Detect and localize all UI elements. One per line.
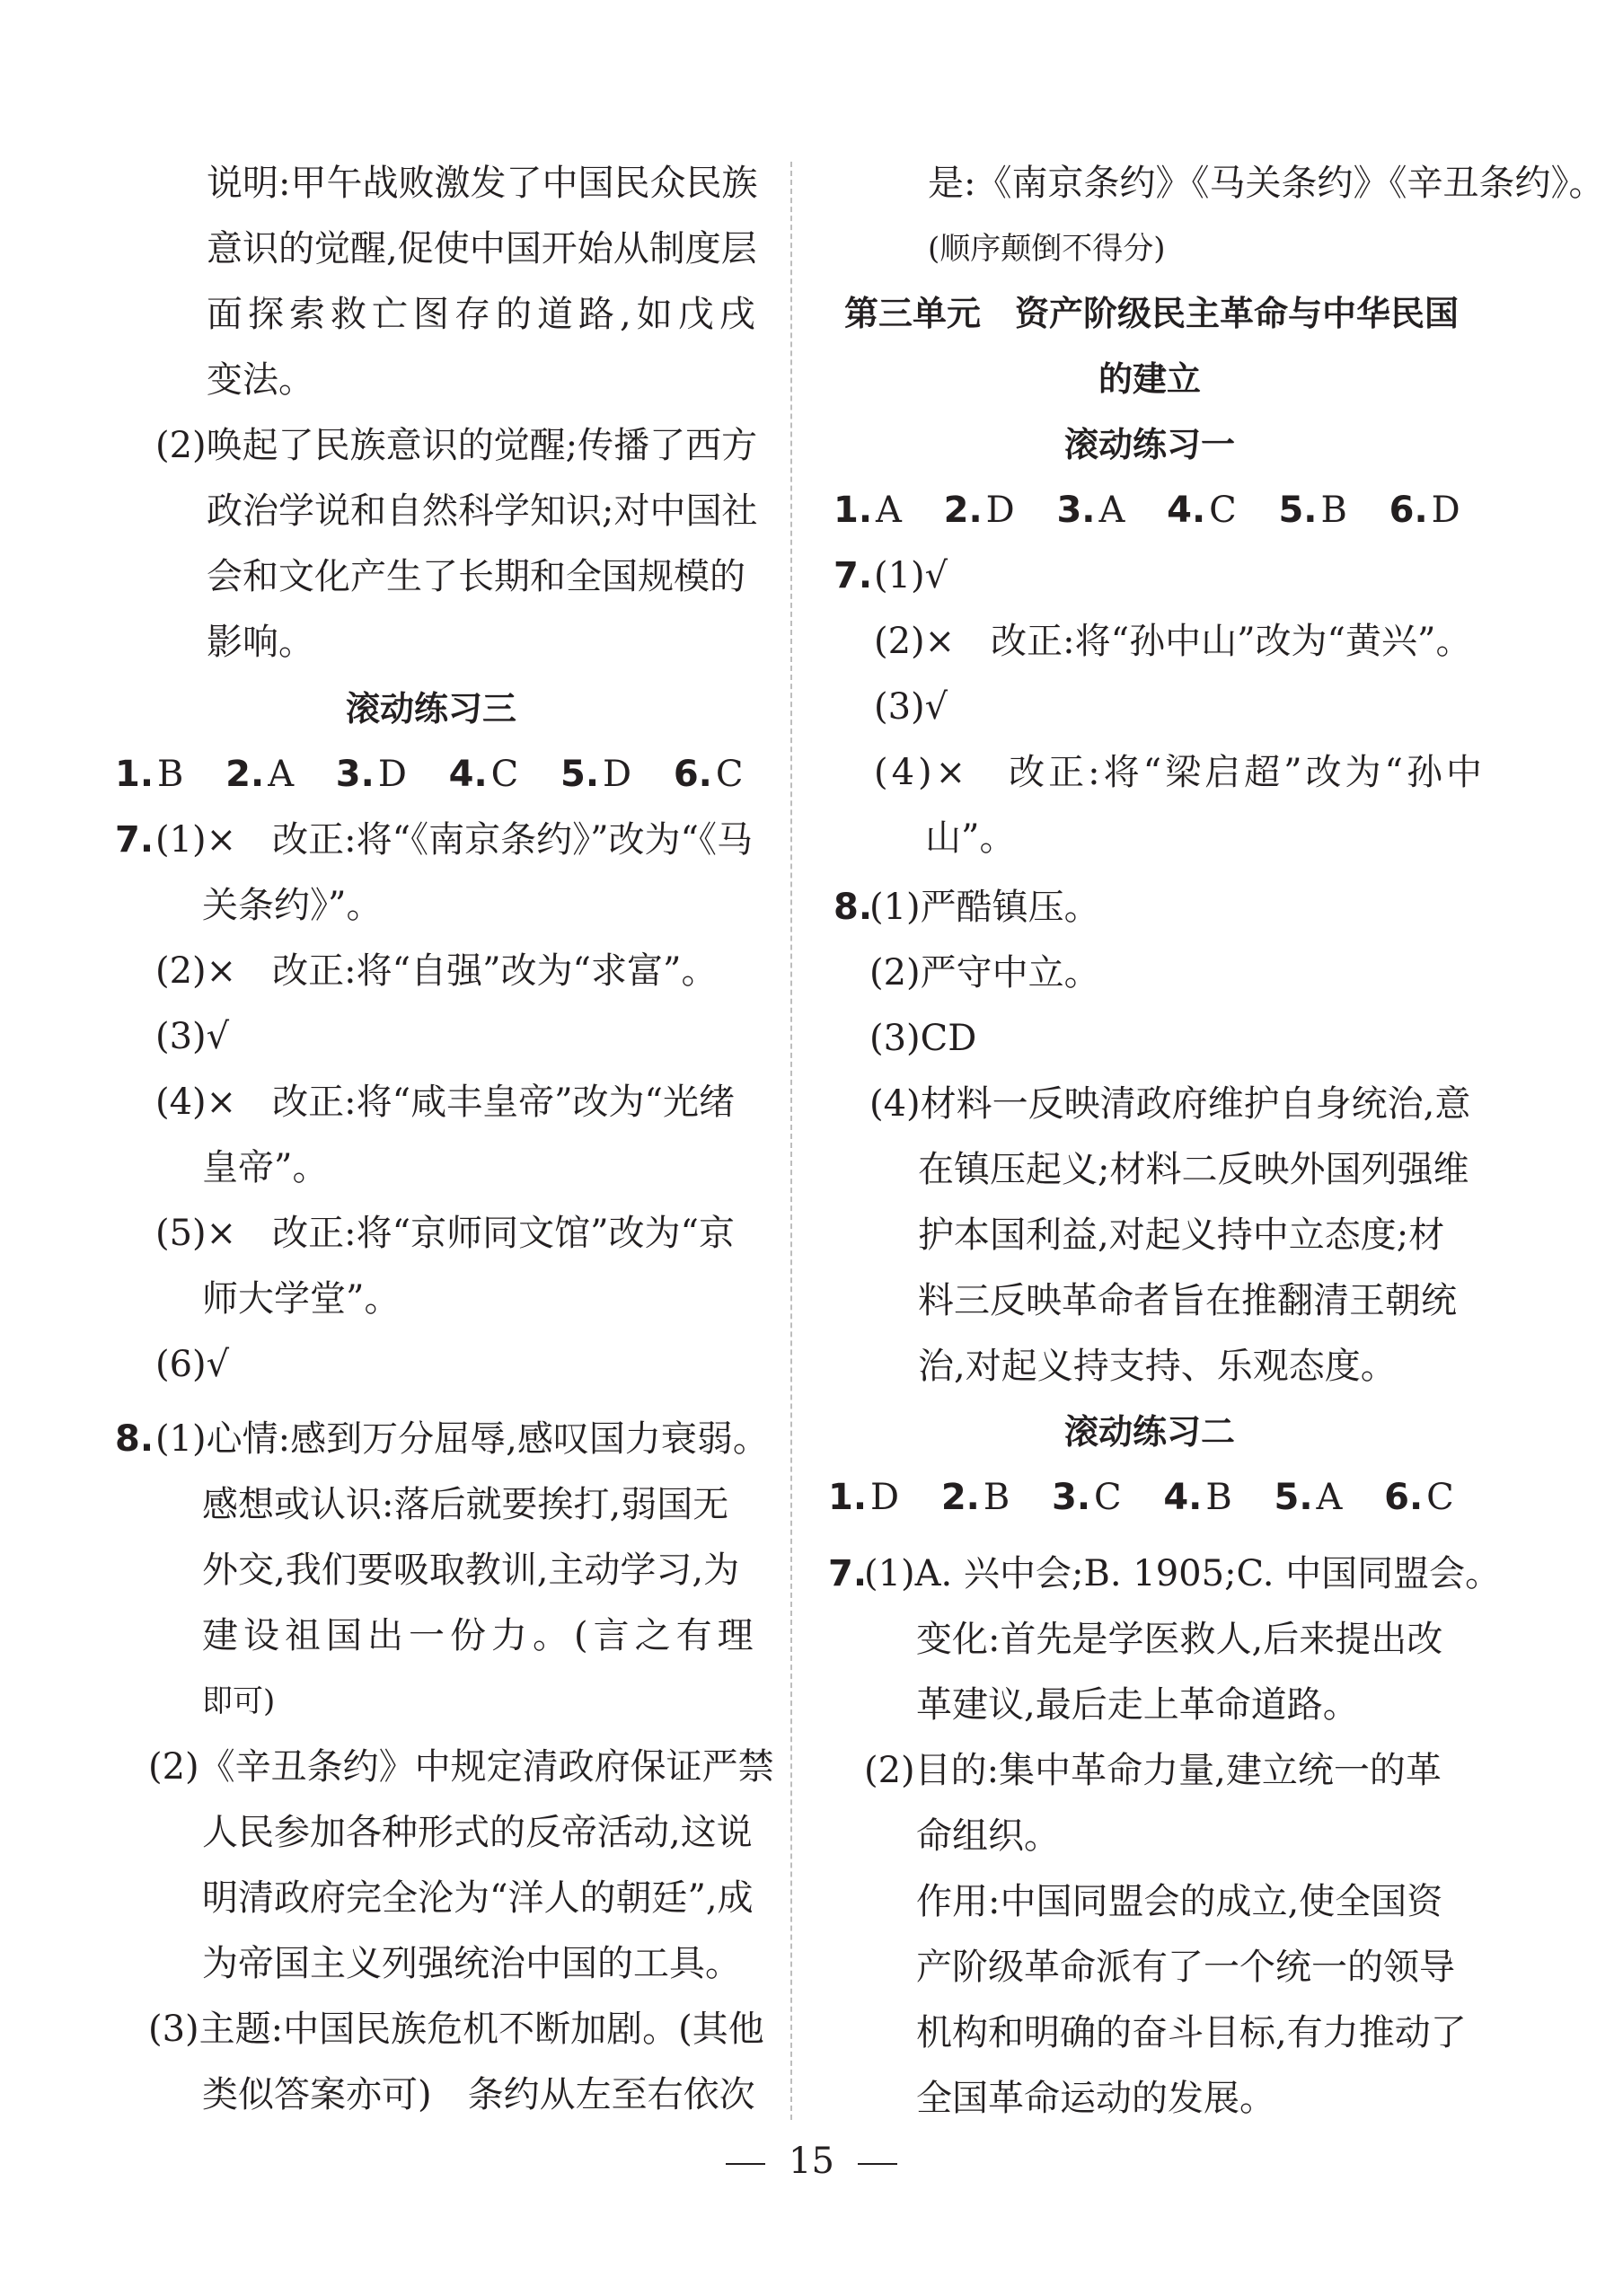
- right-q7b-line: 产阶级革命派有了一个统一的领导: [916, 1947, 1455, 1988]
- choice-item: 3. A: [1056, 490, 1125, 531]
- choice-answers-rolling-3: [115, 751, 773, 798]
- left-q7-line: 皇帝”。: [202, 1147, 329, 1188]
- page-number: [0, 2138, 1623, 2185]
- left-q8-line: (1)心情:感到万分屈辱,感叹国力衰弱。: [155, 1418, 769, 1460]
- left-q7-line: 师大学堂”。: [202, 1278, 401, 1320]
- left-q8-line: 明清政府完全沦为“洋人的朝廷”,成: [202, 1877, 754, 1919]
- right-q7b-line: 变化:首先是学医救人,后来提出改: [916, 1619, 1443, 1660]
- left-intro-line-3: 面探索救亡图存的道路,如戊戌: [207, 294, 761, 335]
- choice-item: 5. B: [1278, 490, 1347, 531]
- left-q7-line: (5)× 改正:将“京师同文馆”改为“京: [155, 1213, 735, 1254]
- choice-item: 2. B: [940, 1477, 1010, 1518]
- choice-item: 1. D: [828, 1477, 900, 1518]
- left-q8-line: 感想或认识:落后就要挨打,弱国无: [202, 1484, 729, 1525]
- right-q7b-line: (2)目的:集中革命力量,建立统一的革: [864, 1750, 1442, 1791]
- right-q8-line: (4)材料一反映清政府维护自身统治,意: [869, 1083, 1471, 1125]
- right-q7-line: (3)√: [874, 686, 948, 728]
- left-q2-line-4: 影响。: [207, 622, 314, 663]
- choice-item: 6. C: [673, 754, 744, 795]
- section-title-rolling-3: 滚动练习三: [345, 689, 516, 729]
- page-number-dash: [726, 2163, 765, 2165]
- right-q7-line: (2)× 改正:将“孙中山”改为“黄兴”。: [874, 621, 1472, 662]
- choice-item: 5. D: [560, 754, 632, 795]
- left-q8-line: 类似答案亦可) 条约从左至右依次: [202, 2074, 755, 2115]
- right-q7b-line: 命组织。: [916, 1815, 1060, 1857]
- question-number-7: 7.: [828, 1553, 868, 1594]
- left-q7-line: (4)× 改正:将“咸丰皇帝”改为“光绪: [155, 1082, 735, 1123]
- right-q8-line: 料三反映革命者旨在推翻清王朝统: [918, 1280, 1457, 1321]
- page-number-dash: [858, 2163, 897, 2165]
- right-q8-line: (3)CD: [869, 1018, 977, 1059]
- left-q7-line: (2)× 改正:将“自强”改为“求富”。: [155, 950, 718, 992]
- right-cont-line-1: 是:《南京条约》《马关条约》《辛丑条约》。: [928, 163, 1605, 204]
- left-q8-line: 为帝国主义列强统治中国的工具。: [202, 1943, 741, 1984]
- choice-item: 1. A: [834, 490, 902, 531]
- choice-item: 4. B: [1163, 1477, 1232, 1518]
- left-q8-line: 即可): [202, 1683, 276, 1719]
- left-q8-line: (2)《辛丑条约》中规定清政府保证严禁: [148, 1746, 774, 1788]
- question-number-8: 8.: [834, 887, 873, 928]
- right-q8-line: 护本国利益,对起义持中立态度;材: [918, 1214, 1445, 1256]
- question-number-7: 7.: [834, 555, 873, 596]
- left-q2-line-3: 会和文化产生了长期和全国规模的: [207, 556, 745, 597]
- choice-answers-rolling-1: [834, 487, 1491, 534]
- left-q2-line-2: 政治学说和自然科学知识;对中国社: [207, 490, 758, 532]
- right-q7b-line: 革建议,最后走上革命道路。: [916, 1684, 1359, 1726]
- choice-item: 3. D: [335, 754, 407, 795]
- right-q8-line: (2)严守中立。: [869, 952, 1100, 993]
- right-q8-line: (1)严酷镇压。: [869, 887, 1100, 928]
- right-q7b-line: (1)A. 兴中会;B. 1905;C. 中国同盟会。: [864, 1553, 1502, 1594]
- right-q8-line: 在镇压起义;材料二反映外国列强维: [918, 1149, 1469, 1190]
- left-q8-line: 外交,我们要吸取教训,主动学习,为: [202, 1550, 740, 1591]
- choice-item: 1. B: [115, 754, 184, 795]
- left-q7-line: 关条约》”。: [202, 885, 383, 926]
- right-q7-line: (4)× 改正:将“梁启超”改为“孙中: [874, 752, 1486, 793]
- right-cont-line-2: (顺序颠倒不得分): [928, 231, 1166, 267]
- choice-item: 2. D: [943, 490, 1015, 531]
- choice-item: 4. C: [1167, 490, 1237, 531]
- question-number-7: 7.: [115, 819, 154, 861]
- choice-item: 2. A: [225, 754, 295, 795]
- choice-item: 5. A: [1274, 1477, 1343, 1518]
- left-intro-line-4: 变法。: [207, 359, 314, 401]
- unit-title-line-1: 第三单元 资产阶级民主革命与中华民国: [844, 294, 1460, 333]
- left-q8-line: 人民参加各种形式的反帝活动,这说: [202, 1812, 753, 1853]
- right-q8-line: 治,对起义持支持、乐观态度。: [918, 1346, 1397, 1387]
- left-q7-line: (6)√: [155, 1344, 230, 1385]
- column-divider: [790, 162, 792, 2120]
- question-number-8: 8.: [115, 1418, 154, 1460]
- choice-item: 6. C: [1384, 1477, 1454, 1518]
- choice-item: 4. C: [448, 754, 519, 795]
- left-q8-line: 建设祖国出一份力。(言之有理: [202, 1615, 759, 1656]
- right-q7-line: 山”。: [925, 817, 1016, 859]
- page-number-text: 15: [789, 2141, 834, 2182]
- left-intro-line-2: 意 识 的 觉 醒 , 促 使 中 国 开 始 从 制 度 层: [207, 228, 757, 269]
- right-q7b-line: 作用:中国同盟会的成立,使全国资: [916, 1881, 1443, 1922]
- choice-answers-rolling-2: [828, 1474, 1485, 1521]
- left-q7-line: (3)√: [155, 1016, 230, 1057]
- left-q2-line-1: (2)唤起了民族意识的觉醒;传播了西方: [155, 425, 758, 466]
- left-intro-line-1: 说 明 : 甲 午 战 败 激 发 了 中 国 民 众 民 族: [207, 163, 758, 204]
- unit-title-line-2: 的建立: [1098, 359, 1201, 399]
- section-title-rolling-1: 滚动练习一: [1063, 425, 1235, 464]
- choice-item: 3. C: [1051, 1477, 1122, 1518]
- choice-item: 6. D: [1389, 490, 1460, 531]
- right-q7b-line: 全国革命运动的发展。: [916, 2078, 1275, 2119]
- right-q7-line: (1)√: [874, 555, 948, 596]
- left-q7-line: (1)× 改正:将“《南京条约》”改为“《马: [155, 819, 753, 861]
- right-q7b-line: 机构和明确的奋斗目标,有力推动了: [916, 2012, 1467, 2053]
- left-q8-line: (3)主题:中国民族危机不断加剧。(其他: [148, 2009, 764, 2050]
- section-title-rolling-2: 滚动练习二: [1063, 1412, 1235, 1452]
